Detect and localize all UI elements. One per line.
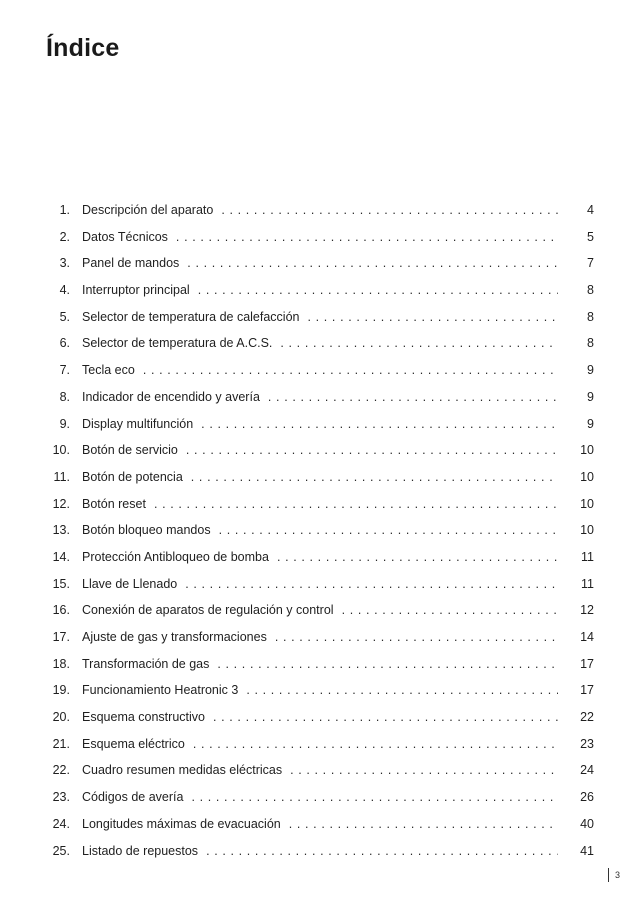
toc-entry-number: 4. [59, 283, 70, 298]
toc-dot-leader [308, 304, 559, 331]
toc-entry-number: 1. [59, 203, 70, 217]
toc-entry-label-wrap [82, 811, 558, 838]
toc-entry[interactable] [46, 651, 594, 678]
toc-entry[interactable] [46, 411, 594, 438]
toc-entry-number: 20. [52, 710, 70, 725]
toc-dot-leader [143, 357, 558, 384]
toc-dot-leader [280, 330, 558, 357]
toc-dot-leader [268, 384, 558, 411]
toc-entry-label: Listado de repuestos [82, 843, 199, 858]
toc-entry-page: 24 [580, 763, 594, 778]
toc-entry-page: 26 [580, 790, 594, 805]
toc-dot-leader [186, 437, 558, 464]
toc-entry-page: 40 [580, 816, 594, 831]
toc-entry[interactable] [46, 571, 594, 598]
toc-entry[interactable] [46, 277, 594, 304]
toc-entry-label-wrap [82, 384, 558, 411]
toc-entry-label: Protección Antibloqueo de bomba [82, 549, 269, 564]
toc-entry[interactable] [46, 384, 594, 411]
toc-entry-page: 14 [580, 630, 594, 644]
toc-entry-label: Selector de temperatura de calefacción [82, 309, 300, 324]
toc-dot-leader [277, 544, 558, 571]
toc-entry-page: 5 [587, 229, 594, 244]
toc-entry[interactable] [46, 464, 594, 491]
toc-entry-label-wrap [82, 517, 558, 544]
toc-entry-page: 22 [580, 710, 594, 725]
toc-entry-page: 10 [580, 443, 594, 458]
toc-entry-number: 23. [52, 790, 70, 805]
toc-entry-number: 19. [52, 683, 70, 698]
toc-dot-leader [213, 704, 558, 731]
toc-entry-page: 23 [580, 736, 594, 751]
toc-dot-leader [154, 491, 558, 518]
toc-entry-number: 2. [59, 229, 70, 244]
toc-entry-label-wrap [82, 357, 558, 384]
toc-entry-label-wrap [82, 624, 558, 651]
toc-dot-leader [191, 784, 558, 811]
toc-entry-label: Transformación de gas [82, 656, 210, 671]
toc-entry-page: 9 [587, 389, 594, 404]
toc-entry[interactable] [46, 677, 594, 704]
toc-entry-label: Cuadro resumen medidas eléctricas [82, 763, 283, 778]
toc-entry-label-wrap [82, 838, 558, 865]
toc-entry-label-wrap [82, 651, 558, 678]
toc-entry-page: 11 [581, 549, 594, 564]
toc-entry-label-wrap [82, 250, 558, 277]
toc-entry-label-wrap [82, 491, 558, 518]
toc-entry-number: 5. [59, 309, 70, 324]
toc-entry-number: 24. [52, 816, 70, 831]
toc-entry-number: 18. [52, 656, 70, 671]
toc-entry-label-wrap [82, 197, 558, 224]
toc-entry-label: Longitudes máximas de evacuación [82, 816, 281, 831]
toc-entry-page: 7 [587, 256, 594, 271]
toc-entry[interactable] [46, 491, 594, 518]
toc-entry-page: 12 [580, 603, 594, 618]
toc-entry-label: Esquema eléctrico [82, 736, 185, 751]
toc-entry-label-wrap [82, 544, 558, 571]
toc-dot-leader [290, 757, 558, 784]
toc-dot-leader [185, 571, 558, 598]
toc-entry-number: 7. [59, 363, 70, 378]
toc-entry[interactable] [46, 517, 594, 544]
toc-entry-label: Botón de servicio [82, 443, 178, 458]
toc-entry-label: Funcionamiento Heatronic 3 [82, 683, 239, 698]
toc-entry-page: 9 [587, 416, 594, 431]
toc-entry-label: Botón de potencia [82, 469, 183, 484]
toc-entry-label-wrap [82, 704, 558, 731]
toc-dot-leader [275, 624, 558, 651]
toc-dot-leader [342, 597, 558, 624]
toc-entry-page: 8 [587, 309, 594, 324]
toc-entry-page: 9 [587, 363, 594, 378]
table-of-contents [46, 197, 594, 864]
toc-entry-page: 10 [580, 469, 594, 484]
toc-entry-number: 13. [52, 523, 70, 538]
toc-entry-number: 25. [52, 843, 70, 858]
toc-entry-label-wrap [82, 677, 558, 704]
toc-dot-leader [187, 250, 558, 277]
toc-entry-number: 10. [52, 443, 70, 458]
toc-entry-page: 8 [587, 283, 594, 298]
toc-entry-label: Códigos de avería [82, 790, 184, 805]
toc-dot-leader [246, 677, 558, 704]
toc-entry-label-wrap [82, 437, 558, 464]
toc-entry-label: Descripción del aparato [82, 203, 214, 217]
toc-entry[interactable] [46, 437, 594, 464]
toc-entry[interactable] [46, 330, 594, 357]
page-number: 3 [614, 870, 620, 880]
toc-entry-page: 17 [580, 656, 594, 671]
toc-entry-label-wrap [82, 784, 558, 811]
toc-entry-page: 8 [587, 336, 594, 351]
footer-divider [608, 868, 609, 882]
toc-entry-label-wrap [82, 411, 558, 438]
toc-entry-page: 10 [580, 523, 594, 538]
toc-entry[interactable] [46, 704, 594, 731]
toc-entry-number: 11. [53, 469, 70, 484]
toc-entry-label-wrap [82, 464, 558, 491]
toc-entry-number: 6. [59, 336, 70, 351]
toc-entry-label-wrap [82, 304, 558, 331]
toc-entry-number: 3. [59, 256, 70, 271]
page-footer [608, 868, 620, 882]
toc-entry-label: Esquema constructivo [82, 710, 205, 725]
toc-entry-label-wrap [82, 597, 558, 624]
toc-entry-number: 21. [52, 736, 70, 751]
toc-entry[interactable] [46, 757, 594, 784]
toc-entry-page: 17 [580, 683, 594, 698]
page-title: Índice [46, 34, 120, 62]
toc-entry-label: Botón bloqueo mandos [82, 523, 211, 538]
toc-entry-label: Ajuste de gas y transformaciones [82, 630, 267, 644]
toc-entry-label-wrap [82, 571, 558, 598]
toc-entry-label-wrap [82, 757, 558, 784]
toc-entry-label: Panel de mandos [82, 256, 180, 271]
toc-dot-leader [193, 731, 558, 758]
toc-entry[interactable] [46, 784, 594, 811]
toc-entry-number: 15. [52, 576, 70, 591]
toc-dot-leader [206, 838, 558, 865]
toc-entry-number: 14. [52, 549, 70, 564]
toc-entry-label-wrap [82, 731, 558, 758]
toc-entry-number: 12. [52, 496, 70, 511]
toc-dot-leader [289, 811, 558, 838]
toc-entry-label: Datos Técnicos [82, 229, 168, 244]
toc-entry-label: Botón reset [82, 496, 146, 511]
toc-dot-leader [221, 197, 558, 224]
toc-dot-leader [176, 224, 558, 251]
toc-entry-label-wrap [82, 224, 558, 251]
toc-entry[interactable] [46, 224, 594, 251]
toc-entry[interactable] [46, 838, 594, 865]
toc-entry-page: 11 [581, 576, 594, 591]
toc-entry-label: Indicador de encendido y avería [82, 389, 260, 404]
toc-entry-page: 4 [587, 203, 594, 217]
toc-entry[interactable] [46, 357, 594, 384]
toc-entry-number: 22. [52, 763, 70, 778]
toc-entry[interactable] [46, 544, 594, 571]
toc-entry-label: Tecla eco [82, 363, 135, 378]
toc-entry-label: Selector de temperatura de A.C.S. [82, 336, 273, 351]
toc-entry[interactable] [46, 731, 594, 758]
toc-entry-label: Llave de Llenado [82, 576, 178, 591]
toc-entry[interactable] [46, 304, 594, 331]
toc-dot-leader [201, 411, 558, 438]
toc-entry-label: Conexión de aparatos de regulación y control [82, 603, 334, 618]
toc-entry[interactable] [46, 597, 594, 624]
toc-entry[interactable] [46, 250, 594, 277]
toc-entry-number: 17. [52, 630, 70, 644]
toc-entry-number: 16. [52, 603, 70, 618]
toc-dot-leader [219, 517, 558, 544]
toc-entry-label: Display multifunción [82, 416, 194, 431]
toc-entry[interactable] [46, 624, 594, 651]
toc-entry-page: 41 [580, 843, 594, 858]
toc-dot-leader [217, 651, 558, 678]
toc-dot-leader [191, 464, 558, 491]
toc-entry-label-wrap [82, 330, 558, 357]
toc-entry-label-wrap [82, 277, 558, 304]
toc-entry-number: 9. [59, 416, 70, 431]
toc-entry[interactable] [46, 811, 594, 838]
toc-dot-leader [198, 277, 558, 304]
toc-entry-number: 8. [59, 389, 70, 404]
toc-entry-page: 10 [580, 496, 594, 511]
toc-entry[interactable] [46, 197, 594, 224]
toc-entry-label: Interruptor principal [82, 283, 190, 298]
